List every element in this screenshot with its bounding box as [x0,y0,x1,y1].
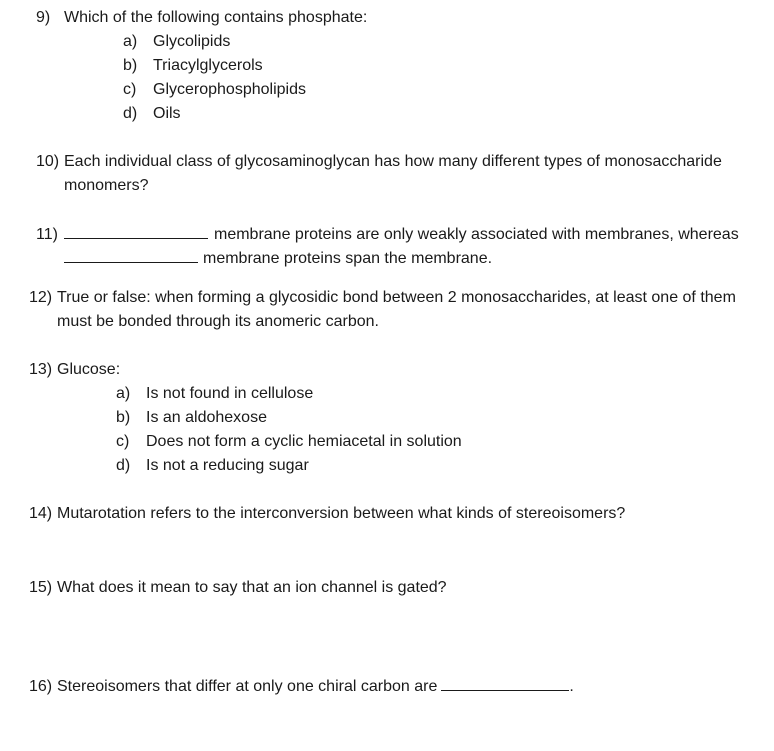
question-number: 15) [29,579,53,596]
question-text: membrane proteins span the membrane. [203,250,493,267]
option-letter: a) [116,385,131,402]
question-11 [36,224,739,245]
question-text: Mutarotation refers to the interconversion between what kinds of stereoisomers? [57,505,626,522]
question-14 [29,504,625,524]
question-10-continuation [64,176,148,196]
answer-blank[interactable] [64,224,208,239]
question-15 [29,578,447,598]
question-number: 12) [29,289,53,306]
option-item [116,432,462,452]
option-text: Is not found in cellulose [146,385,314,402]
question-16 [29,676,574,697]
option-text: Does not form a cyclic hemiacetal in solution [146,433,462,450]
question-text: Which of the following contains phosphate: [64,9,368,26]
option-letter: a) [123,33,138,50]
answer-blank[interactable] [441,676,569,691]
option-letter: c) [123,81,137,98]
option-item [123,32,230,52]
question-text: Glucose: [57,361,121,378]
question-number: 14) [29,505,53,522]
option-text: Triacylglycerols [153,57,263,74]
option-item [116,408,267,428]
question-11-continuation [64,248,492,269]
option-text: Is an aldohexose [146,409,267,426]
option-item [123,104,181,124]
option-letter: d) [116,457,131,474]
question-text: What does it mean to say that an ion channel is gated? [57,579,447,596]
option-letter: c) [116,433,130,450]
question-12-continuation [57,312,379,332]
question-text: Stereoisomers that differ at only one chiral carbon are [57,678,438,695]
option-letter: b) [123,57,138,74]
option-text: Is not a reducing sugar [146,457,309,474]
question-text: monomers? [64,177,149,194]
option-text: Glycolipids [153,33,231,50]
option-letter: d) [123,105,138,122]
option-text: Glycerophospholipids [153,81,306,98]
question-number: 9) [36,9,51,26]
option-letter: b) [116,409,131,426]
option-item [116,384,313,404]
question-end-punctuation: . [569,678,574,695]
question-number: 10) [36,153,60,170]
question-number: 16) [29,678,53,695]
question-10 [36,152,722,172]
option-text: Oils [153,105,181,122]
question-text: must be bonded through its anomeric carbon. [57,313,379,330]
option-item [116,456,309,476]
question-number: 11) [36,226,58,243]
question-9 [36,8,367,28]
option-item [123,56,263,76]
question-13 [29,360,120,380]
question-text: True or false: when forming a glycosidic bond between 2 monosaccharides, at least one of them [57,289,736,306]
question-text: membrane proteins are only weakly associated with membranes, whereas [214,226,739,243]
question-number: 13) [29,361,53,378]
option-item [123,80,306,100]
question-text: Each individual class of glycosaminoglycan has how many different types of monosaccharide [64,153,722,170]
question-12 [29,288,736,308]
answer-blank[interactable] [64,248,198,263]
